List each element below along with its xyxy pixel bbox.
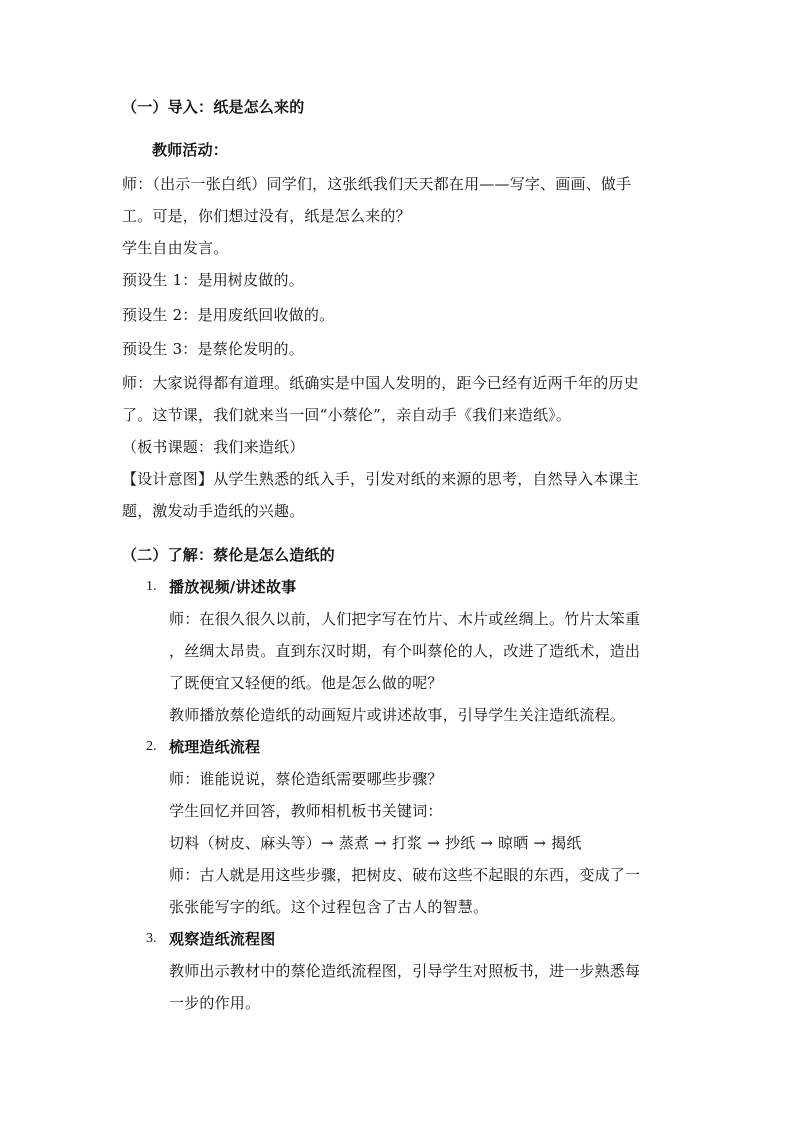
paragraph-line: 预设生 1：是用树皮做的。 — [122, 271, 304, 289]
list-number: 3. — [146, 931, 157, 946]
list-item-line: 教师播放蔡伦造纸的动画短片或讲述故事，引导学生关注造纸流程。 — [169, 706, 626, 724]
paragraph-line: （板书课题：我们来造纸） — [122, 438, 305, 456]
list-item-title: 梳理造纸流程 — [169, 738, 261, 756]
list-item-line: 了既便宜又轻便的纸。他是怎么做的呢？ — [169, 674, 443, 692]
list-item-line: ，丝绸太昂贵。直到东汉时期，有个叫蔡伦的人，改进了造纸术，造出 — [169, 642, 641, 660]
section-2-heading: （二）了解：蔡伦是怎么造纸的 — [122, 546, 335, 564]
list-item-title: 播放视频/讲述故事 — [169, 578, 297, 596]
list-item-line: 学生回忆并回答，教师相机板书关键词： — [169, 802, 443, 820]
paragraph-line: 预设生 2：是用废纸回收做的。 — [122, 306, 335, 324]
list-item-line: 张张能写字的纸。这个过程包含了古人的智慧。 — [169, 898, 489, 916]
section-1-heading: （一）导入：纸是怎么来的 — [122, 98, 305, 116]
paragraph-line: 了。这节课，我们就来当一回“小蔡伦”，亲自动手《我们来造纸》。 — [122, 406, 572, 424]
list-number: 1. — [146, 579, 157, 594]
paragraph-line: 学生自由发言。 — [122, 239, 229, 257]
list-item-line: 一步的作用。 — [169, 994, 261, 1012]
paragraph-line: 预设生 3：是蔡伦发明的。 — [122, 340, 304, 358]
list-number: 2. — [146, 739, 157, 754]
list-item-line: 教师出示教材中的蔡伦造纸流程图，引导学生对照板书，进一步熟悉每 — [169, 962, 641, 980]
paragraph-line: 师：大家说得都有道理。纸确实是中国人发明的，距今已经有近两千年的历史 — [122, 374, 639, 392]
design-intent-line: 题，激发动手造纸的兴趣。 — [122, 502, 305, 520]
list-item-line: 师：谁能说说，蔡伦造纸需要哪些步骤？ — [169, 770, 443, 788]
paragraph-line: 师：（出示一张白纸）同学们，这张纸我们天天都在用——写字、画画、做手 — [122, 175, 632, 193]
list-item-line: 师：在很久很久以前，人们把字写在竹片、木片或丝绸上。竹片太笨重 — [169, 610, 641, 628]
list-item-line: 师：古人就是用这些步骤，把树皮、破布这些不起眼的东西，变成了一 — [169, 866, 641, 884]
design-intent-line: 【设计意图】从学生熟悉的纸入手，引发对纸的来源的思考，自然导入本课主 — [122, 470, 639, 488]
list-item-title: 观察造纸流程图 — [169, 930, 276, 948]
process-flow-line: 切料（树皮、麻头等）→ 蒸煮 → 打浆 → 抄纸 → 晾晒 → 揭纸 — [169, 834, 582, 852]
paragraph-line: 工。可是，你们想过没有，纸是怎么来的？ — [122, 207, 411, 225]
teacher-activity-label: 教师活动： — [152, 141, 229, 159]
